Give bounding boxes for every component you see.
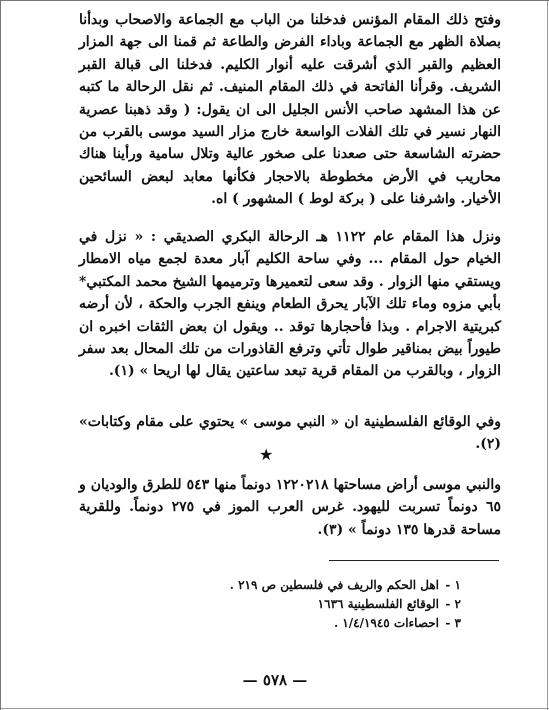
paragraph-4: والنبي موسى أراض مساحتها ١٢٢٠٢١٨ دونماً منها ٥٤٣ للطرق والوديان و ٦٥ دونماً تسربت لليهود. غرس العرب الموز في ٢٧٥ دونماً. وللقرية مساحة قدرها ١٣٥ دونماً » (٣). [79,477,501,538]
footnote-item [241,595,461,614]
paragraph-1: وفتح ذلك المقام المؤنس فدخلنا من الباب مع الجماعة والاصحاب وبدأنا بصلاة الظهر مع الجماعة وباداء الفرض والطاعة ثم قمنا الى جهة المزار العظيم والقبر الذي أشرقت عليه أنوار الكليم. فدخلنا الى قبالة القبر الشريف. وقرأنا الفاتحة في ذلك المقام المنيف. ثم نقل الرحالة ما كتبه عن هذا المشهد صاحب الأنس الجليل الى ان يقول: ( وقد ذهبنا عصرية النهار نسير في تلك الفلات الواسعة خارج مزار السيد موسى بالقرب من حضرته الشاسعة حتى صعدنا على صخور عالية وتلال سامية ورأينا هناك محاريب في الأرض مخطوطة بالاحجار فكأنها معابد لبعض السائحين الأخيار. واشرفنا على ( بركة لوط ) المشهور ) اه. [79,12,501,208]
page-border-bottom [1,708,549,709]
footnote-text: اهل الحكم والريف في فلسطين ص ٢١٩ . [229,578,439,592]
paragraph-3: وفي الوقائع الفلسطينية ان « النبي موسى » يحتوي على مقام وكتابات» (٢). [79,414,501,453]
footnote-number: ٣ - [445,616,461,630]
section-separator-star: ★ [259,445,274,464]
footnotes [229,576,461,633]
footnote-number: ٢ - [445,597,461,611]
footnote-divider [329,560,499,561]
footnote-item [229,576,461,595]
page-border-right [547,1,548,710]
page-number: — ٥٧٨ — [242,671,308,689]
footnote-text: احصاءات ١/٤/١٩٤٥ . [333,616,439,630]
footnote-number: ١ - [445,578,461,592]
paragraph-2: ونزل هذا المقام عام ١١٢٢ هـ الرحالة البكري الصديقي : « نزل في الخيام حول المقام ... وفي ساحة الكليم آبار معدة لجمع مياه الامطار ويستقي منها الزوار . وقد سعى لتعميرها وترميمها الشيخ محمد المكتبي* بأبي مزوه وماء تلك الآبار يحرق الطعام وينفع الجرب والحكة ، لأن أرضه كبريتية الاجرام . وبذا فأحجارها توقد .. ويقول ان بعض الثقات اخبره ان طيوراً بيض بمناقير طوال تأتي وترفع القاذورات من تلك المحال بعد سفر الزوار ، وبالقرب من المقام قرية تبعد ساعتين يقال لها اريحا » (١). [79,229,501,380]
footnote-item [241,614,461,633]
footnote-text: الوقائع الفلسطينية ١٦٣٦ [317,597,439,611]
